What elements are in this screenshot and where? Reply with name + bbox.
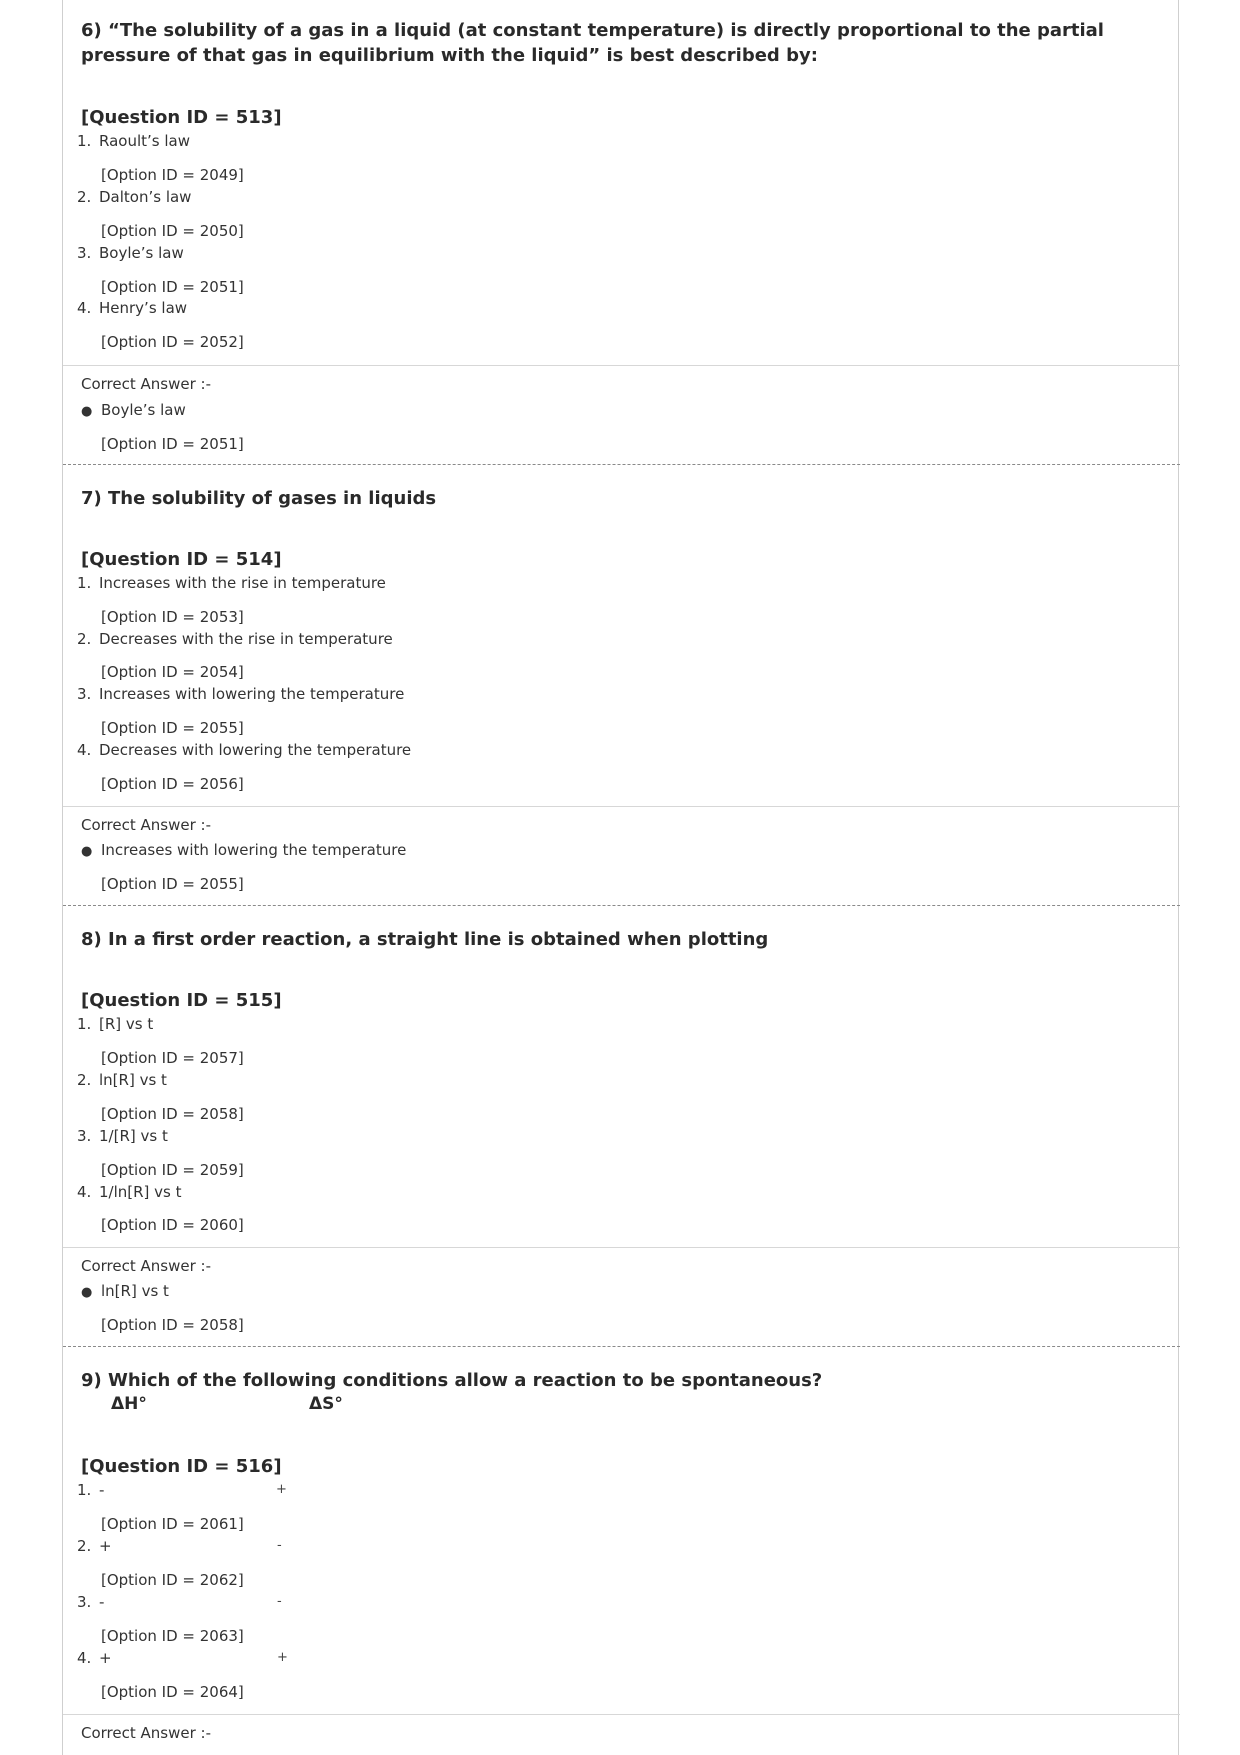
option-id: [Option ID = 2054]: [101, 663, 244, 681]
option-number: 4.: [77, 1183, 92, 1201]
option-number: 4.: [77, 1649, 92, 1667]
option-id: [Option ID = 2058]: [101, 1105, 244, 1123]
option-1: [77, 131, 190, 151]
option-label: [R] vs t: [99, 1015, 154, 1033]
option-id: [Option ID = 2056]: [101, 775, 244, 793]
option-number: 2.: [77, 630, 92, 648]
option-number: 2.: [77, 1537, 92, 1555]
option-label: Henry’s law: [99, 299, 188, 317]
option-id: [Option ID = 2050]: [101, 222, 244, 240]
divider: [63, 806, 1180, 807]
question-id: [Question ID = 515]: [81, 990, 282, 1011]
question-text: 9) Which of the following conditions allow a reaction to be spontaneous?: [81, 1370, 823, 1391]
option-number: 1.: [77, 574, 92, 592]
option-4: [77, 740, 411, 760]
option-id: [Option ID = 2060]: [101, 1216, 244, 1234]
question-separator: [63, 464, 1180, 465]
question-id: [Question ID = 514]: [81, 549, 282, 570]
option-id: [Option ID = 2057]: [101, 1049, 244, 1067]
option-4: [77, 1648, 112, 1668]
option-label: 1/[R] vs t: [99, 1127, 168, 1145]
question-text: 8) In a first order reaction, a straight line is obtained when plotting: [81, 929, 769, 950]
option-number: 1.: [77, 1015, 92, 1033]
option-4: [77, 298, 187, 318]
correct-answer-label: Correct Answer :-: [81, 1257, 211, 1275]
option-3: [77, 1592, 104, 1612]
bullet-icon: ●: [81, 404, 93, 419]
option-number: 2.: [77, 188, 92, 206]
option-delta-h: -: [99, 1593, 105, 1611]
option-number: 2.: [77, 1071, 92, 1089]
option-3: [77, 1126, 168, 1146]
option-2: [77, 187, 191, 207]
option-2: [77, 1536, 112, 1556]
delta-h-heading: ΔH°: [111, 1394, 147, 1414]
delta-s-heading: ΔS°: [309, 1394, 343, 1414]
option-1: [77, 1014, 153, 1034]
correct-answer-text: Boyle’s law: [101, 401, 186, 419]
option-2: [77, 629, 393, 649]
option-id: [Option ID = 2051]: [101, 278, 244, 296]
option-number: 4.: [77, 741, 92, 759]
option-delta-h: +: [99, 1649, 112, 1667]
option-id: [Option ID = 2063]: [101, 1627, 244, 1645]
correct-option-id: [Option ID = 2058]: [101, 1316, 244, 1334]
question-id: [Question ID = 513]: [81, 107, 282, 128]
option-number: 4.: [77, 299, 92, 317]
option-1: [77, 573, 386, 593]
correct-answer-text: ln[R] vs t: [101, 1282, 169, 1300]
option-id: [Option ID = 2064]: [101, 1683, 244, 1701]
correct-option-id: [Option ID = 2051]: [101, 435, 244, 453]
option-id: [Option ID = 2053]: [101, 608, 244, 626]
option-number: 3.: [77, 685, 92, 703]
option-label: Increases with lowering the temperature: [99, 685, 405, 703]
option-id: [Option ID = 2049]: [101, 166, 244, 184]
correct-option-id: [Option ID = 2055]: [101, 875, 244, 893]
option-label: Increases with the rise in temperature: [99, 574, 386, 592]
correct-answer-text: Increases with lowering the temperature: [101, 841, 407, 859]
divider: [63, 1714, 1180, 1715]
option-4: [77, 1182, 182, 1202]
option-number: 3.: [77, 244, 92, 262]
option-label: Dalton’s law: [99, 188, 192, 206]
option-id: [Option ID = 2055]: [101, 719, 244, 737]
option-delta-h: -: [99, 1481, 105, 1499]
option-id: [Option ID = 2061]: [101, 1515, 244, 1533]
option-number: 3.: [77, 1593, 92, 1611]
option-number: 1.: [77, 132, 92, 150]
divider: [63, 365, 1180, 366]
option-2: [77, 1070, 167, 1090]
bullet-icon: ●: [81, 1285, 93, 1300]
question-separator: [63, 1346, 1180, 1347]
bullet-icon: ●: [81, 844, 93, 859]
option-delta-s: -: [277, 1538, 282, 1553]
option-1: [77, 1480, 104, 1500]
correct-answer: [81, 840, 406, 862]
option-id: [Option ID = 2059]: [101, 1161, 244, 1179]
question-paper-sheet: [62, 0, 1179, 1755]
correct-answer-label: Correct Answer :-: [81, 1724, 211, 1742]
option-number: 1.: [77, 1481, 92, 1499]
option-delta-h: +: [99, 1537, 112, 1555]
option-label: Boyle’s law: [99, 244, 184, 262]
option-id: [Option ID = 2062]: [101, 1571, 244, 1589]
option-label: Decreases with the rise in temperature: [99, 630, 393, 648]
option-number: 3.: [77, 1127, 92, 1145]
correct-answer-label: Correct Answer :-: [81, 375, 211, 393]
option-label: Decreases with lowering the temperature: [99, 741, 412, 759]
question-text: 6) “The solubility of a gas in a liquid (at constant temperature) is directly proportional to the partial pressure of that gas in equilibrium with the liquid” is best described by:: [81, 20, 1104, 66]
correct-answer: [81, 400, 186, 422]
option-label: Raoult’s law: [99, 132, 190, 150]
option-3: [77, 243, 184, 263]
divider: [63, 1247, 1180, 1248]
question-separator: [63, 905, 1180, 906]
option-delta-s: -: [277, 1594, 282, 1609]
option-delta-s: +: [277, 1650, 288, 1665]
question-id: [Question ID = 516]: [81, 1456, 282, 1477]
option-delta-s: +: [276, 1482, 287, 1497]
option-label: ln[R] vs t: [99, 1071, 167, 1089]
question-text: 7) The solubility of gases in liquids: [81, 488, 437, 509]
option-label: 1/ln[R] vs t: [99, 1183, 182, 1201]
option-3: [77, 684, 404, 704]
option-id: [Option ID = 2052]: [101, 333, 244, 351]
correct-answer-label: Correct Answer :-: [81, 816, 211, 834]
correct-answer: [81, 1281, 169, 1303]
